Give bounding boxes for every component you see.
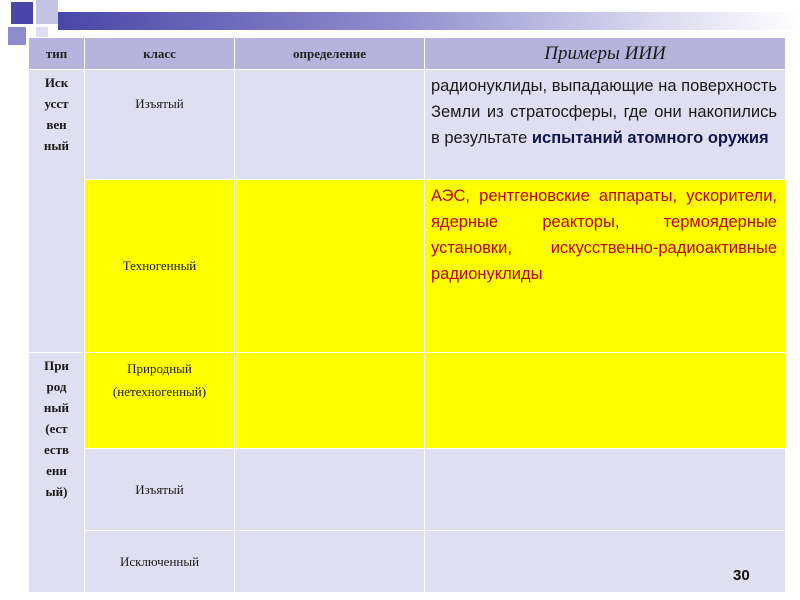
class-cell: Изъятый <box>85 449 235 531</box>
type-artificial: Иск усст вен ный <box>29 70 85 353</box>
table-row <box>29 180 786 353</box>
class-cell: Изъятый <box>85 70 235 180</box>
class-cell: Техногенный <box>85 180 235 353</box>
definition-cell <box>235 180 425 353</box>
header-class: класс <box>85 38 235 70</box>
definition-cell <box>235 449 425 531</box>
table-row <box>29 531 786 593</box>
page-number: 30 <box>733 567 750 584</box>
class-cell: Исключенный <box>85 531 235 593</box>
examples-cell: АЭС, рентгеновские аппараты, ускорители, ядерные реакторы, термоядерные установки, искусственно-радиоактивные радионуклиды <box>425 180 786 353</box>
header-examples: Примеры ИИИ <box>425 38 786 70</box>
definition-cell <box>235 70 425 180</box>
header-definition: определение <box>235 38 425 70</box>
type-natural: При род ный (ест еств енн ый) <box>29 353 85 593</box>
class-cell: Природный (нетехногенный) <box>85 353 235 449</box>
examples-cell <box>425 353 786 449</box>
definition-cell <box>235 531 425 593</box>
table-row <box>29 353 786 449</box>
definition-cell <box>235 353 425 449</box>
table-header-row <box>29 38 786 70</box>
table-row <box>29 449 786 531</box>
title-bar-gradient <box>58 12 800 30</box>
header-type: тип <box>29 38 85 70</box>
table-row <box>29 70 786 180</box>
examples-cell <box>425 449 786 531</box>
classification-table <box>28 37 786 593</box>
examples-cell <box>425 531 786 593</box>
examples-cell: радионуклиды, выпадающие на поверхность Земли из стратосферы, где они накопились в результате испытаний атомного оружия <box>425 70 786 180</box>
